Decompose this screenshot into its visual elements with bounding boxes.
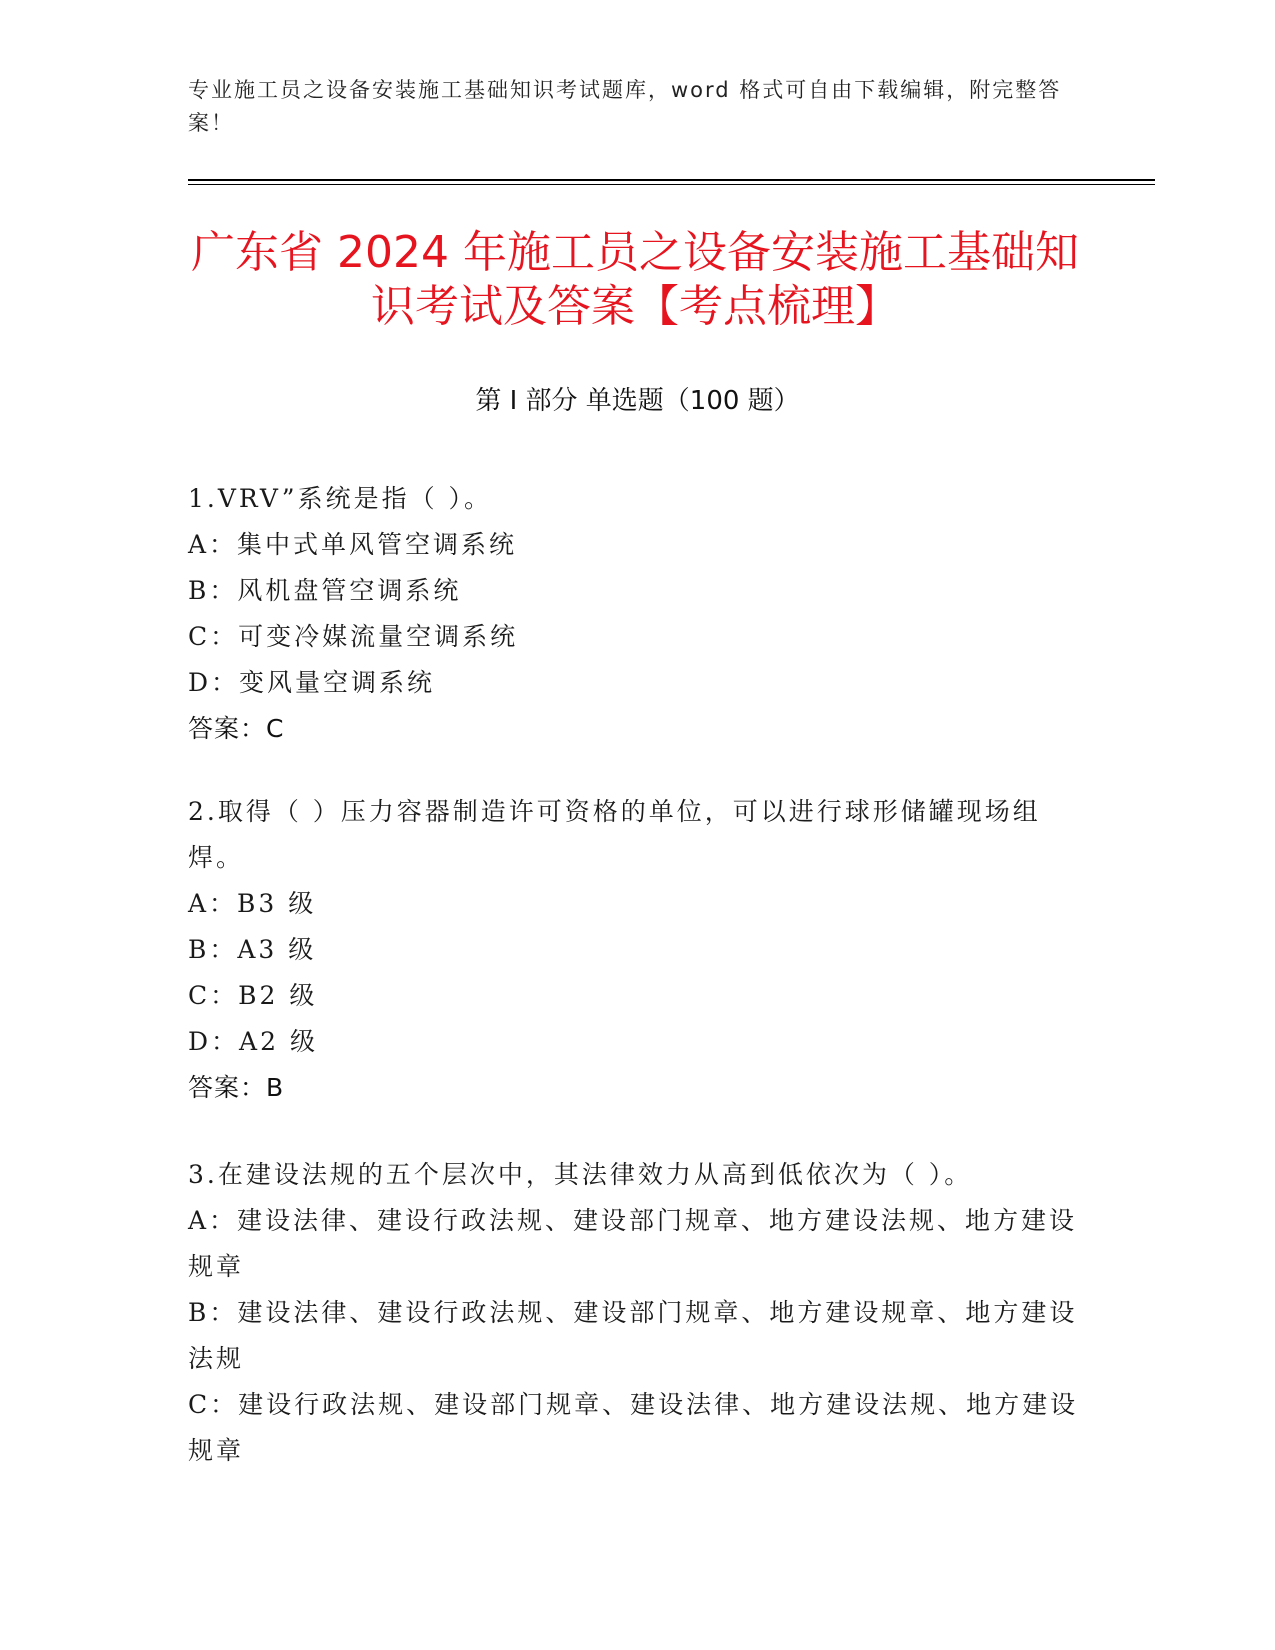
- option-b: B：建设法律、建设行政法规、建设部门规章、地方建设规章、地方建设法规: [188, 1298, 1078, 1373]
- header-rule-thin: [188, 184, 1155, 185]
- option-d: D：A2 级: [188, 1027, 318, 1056]
- answer-line: 答案：C: [188, 714, 285, 743]
- header-note: 专业施工员之设备安装施工基础知识考试题库，word 格式可自由下载编辑，附完整答案！: [188, 78, 1062, 135]
- question-stem: 1.VRV”系统是指（ ）。: [188, 484, 493, 513]
- option-c: C：B2 级: [188, 981, 318, 1010]
- option-b: B：风机盘管空调系统: [188, 576, 462, 605]
- option-b: B：A3 级: [188, 935, 317, 964]
- question-3: [188, 1152, 1088, 1474]
- header-rule-thick: [188, 179, 1155, 181]
- document-title: 广东省 2024 年施工员之设备安装施工基础知识考试及答案【考点梳理】: [191, 227, 1079, 332]
- option-d: D：变风量空调系统: [188, 668, 436, 697]
- question-2: [188, 789, 1088, 1111]
- answer-line: 答案：B: [188, 1073, 285, 1102]
- question-stem: 2.取得（ ）压力容器制造许可资格的单位，可以进行球形储罐现场组焊。: [188, 797, 1041, 872]
- option-a: A：建设法律、建设行政法规、建设部门规章、地方建设法规、地方建设规章: [188, 1206, 1078, 1281]
- question-1: [188, 476, 1088, 752]
- question-stem: 3.在建设法规的五个层次中，其法律效力从高到低依次为（ ）。: [188, 1160, 973, 1189]
- section-heading: 第 I 部分 单选题（100 题）: [475, 386, 800, 416]
- option-a: A：集中式单风管空调系统: [188, 530, 518, 559]
- option-a: A：B3 级: [188, 889, 317, 918]
- option-c: C：可变冷媒流量空调系统: [188, 622, 519, 651]
- option-c: C：建设行政法规、建设部门规章、建设法律、地方建设法规、地方建设规章: [188, 1390, 1079, 1465]
